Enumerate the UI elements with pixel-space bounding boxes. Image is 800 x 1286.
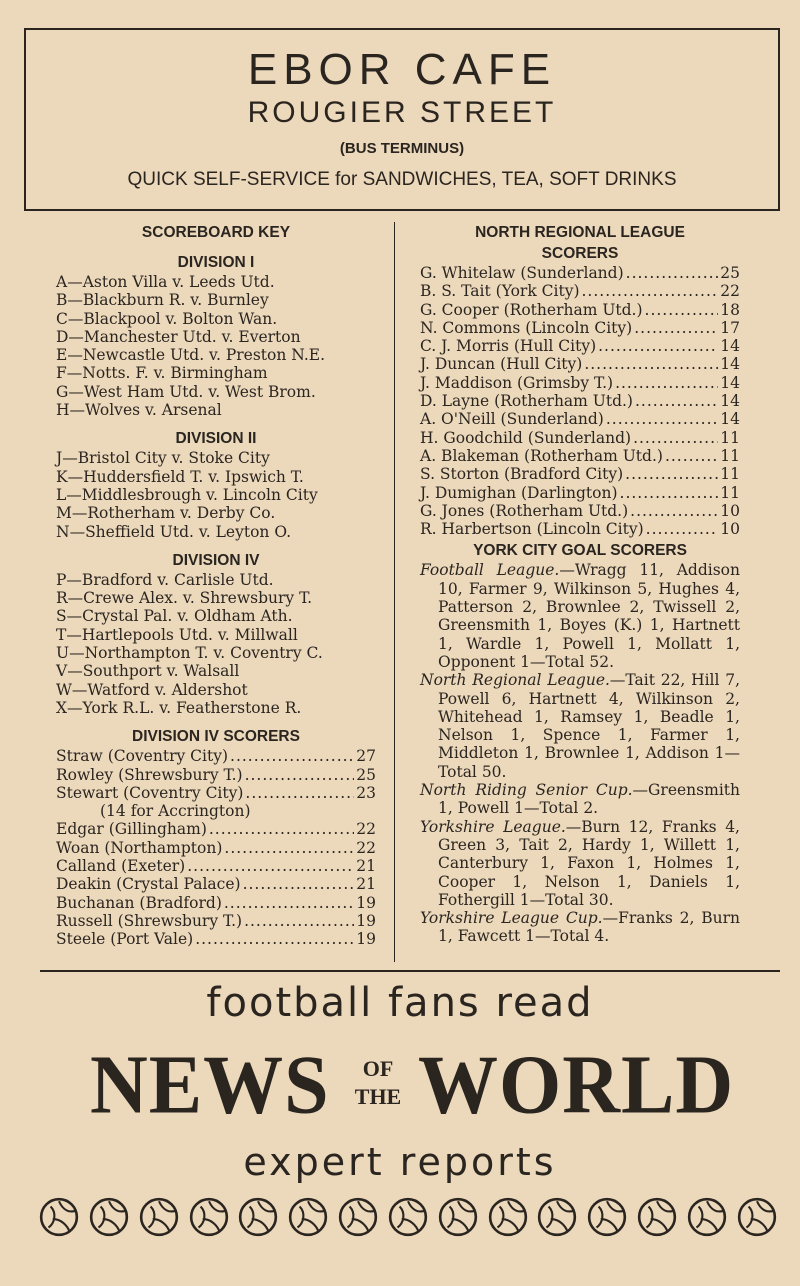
dot-leader [626, 264, 719, 282]
division-4-list [56, 571, 376, 717]
fixture-line: X—York R.L. v. Featherstone R. [56, 698, 302, 717]
football-icon [387, 1196, 429, 1238]
scorer-goals: 14 [720, 392, 740, 411]
dot-leader [646, 520, 719, 538]
scorer-goals: 19 [356, 893, 376, 912]
football-icon [38, 1196, 80, 1238]
nrl-scorers-list [420, 264, 740, 538]
scorer-name: A. Blakeman (Rotherham Utd.) [420, 446, 663, 465]
dot-leader [224, 894, 354, 912]
scorer-name: R. Harbertson (Lincoln City) [420, 520, 644, 539]
football-icon [188, 1196, 230, 1238]
logo-news: NEWS [90, 1038, 330, 1132]
dot-leader [195, 930, 354, 948]
scorer-row [56, 820, 376, 838]
scorer-name: J. Duncan (Hull City) [420, 355, 583, 374]
scorer-name: Straw (Coventry City) [56, 747, 229, 766]
scorer-name: S. Storton (Bradford City) [420, 465, 624, 484]
left-column [56, 222, 376, 949]
dot-leader [245, 784, 354, 802]
dot-leader [665, 447, 718, 465]
scorer-goals: 25 [720, 264, 740, 282]
dot-leader [620, 484, 719, 502]
scorer-name: Buchanan (Bradford) [56, 893, 222, 912]
competition-scorers: —Burn 12, Franks 4, Green 3, Tait 2, Hardy 1, Willett 1, Canterbury 1, Faxon 1, Holmes 1, Cooper 1, Nelson 1, Daniels 1, Fothergill 1—Total 30. [438, 817, 740, 909]
logo-of: OF [362, 1056, 394, 1081]
competition-paragraph [420, 781, 740, 818]
scorer-goals: 10 [720, 520, 740, 539]
scorer-goals: 14 [720, 337, 740, 356]
football-icon [636, 1196, 678, 1238]
cafe-advert-box [24, 28, 780, 211]
cafe-street: ROUGIER STREET [247, 96, 557, 129]
competition-paragraph [420, 909, 740, 946]
dot-leader [245, 766, 355, 784]
scorer-row [420, 447, 740, 465]
scorer-goals: 21 [356, 857, 376, 876]
fixture-line: D—Manchester Utd. v. Everton [56, 327, 301, 346]
dot-leader [582, 282, 719, 300]
scorer-goals: 11 [720, 446, 740, 465]
footer-divider [40, 970, 780, 972]
division-1-heading: DIVISION I [177, 254, 255, 271]
dot-leader [584, 355, 718, 373]
scorer-name: J. Dumighan (Darlington) [420, 483, 618, 502]
competition-scorers: —Tait 22, Hill 7, Powell 6, Hartnett 4, Wilkinson 2, Whitehead 1, Ramsey 1, Beadle 1, Nelson 1, Spence 1, Farmer 1, Middleton 1, Brownlee 1, Addison 1—Total 50. [438, 671, 740, 781]
fixture-line: R—Crewe Alex. v. Shrewsbury T. [56, 589, 313, 608]
football-icon [287, 1196, 329, 1238]
scorer-name: B. S. Tait (York City) [420, 282, 580, 301]
dot-leader [635, 392, 718, 410]
ad-tagline: expert reports [243, 1140, 557, 1184]
scorer-row [420, 484, 740, 502]
scorer-row [420, 410, 740, 428]
scorer-row [420, 520, 740, 538]
fixture-line: G—West Ham Utd. v. West Brom. [56, 382, 316, 401]
scorer-name: G. Jones (Rotherham Utd.) [420, 501, 629, 520]
competition-scorers: —Wragg 11, Addison 10, Farmer 9, Wilkinson 5, Hughes 4, Patterson 2, Brownlee 2, Twissell 2, Greensmith 1, Boyes (K.) 1, Hartnett 1, Wardle 1, Powell 1, Mollatt 1, Opponent 1—Total 52. [438, 561, 740, 671]
nrl-subheading: SCORERS [541, 245, 619, 262]
scorer-name: N. Commons (Lincoln City) [420, 318, 633, 337]
scorer-name: A. O'Neill (Sunderland) [420, 410, 604, 429]
scorer-goals: 14 [720, 410, 740, 429]
football-icon [237, 1196, 279, 1238]
dot-leader [634, 319, 718, 337]
dot-leader [615, 374, 718, 392]
right-column [420, 222, 740, 946]
scorer-goals: 11 [720, 483, 740, 502]
scorer-name: Edgar (Gillingham) [56, 820, 207, 839]
dot-leader [230, 747, 354, 765]
scorer-name: Russell (Shrewsbury T.) [56, 911, 243, 930]
scorer-goals: 17 [720, 318, 740, 337]
scorer-name: Woan (Northampton) [56, 838, 223, 857]
scorer-goals: 27 [356, 747, 376, 766]
scorer-row [56, 930, 376, 948]
york-scorers-heading: YORK CITY GOAL SCORERS [473, 542, 687, 560]
division-1-list [56, 273, 376, 419]
competition-paragraph [420, 818, 740, 909]
scorer-row [420, 465, 740, 483]
cafe-bus-note: (BUS TERMINUS) [339, 140, 465, 157]
scorer-name: Calland (Exeter) [56, 857, 186, 876]
scorer-row [56, 857, 376, 875]
fixture-line: U—Northampton T. v. Coventry C. [56, 644, 323, 663]
fixture-line: J—Bristol City v. Stoke City [56, 449, 270, 468]
scorer-row [56, 747, 376, 765]
scorer-row [420, 264, 740, 282]
scorer-row [420, 429, 740, 447]
scorer-row [56, 875, 376, 893]
scorer-name: J. Maddison (Grimsby T.) [420, 373, 614, 392]
dot-leader [633, 429, 718, 447]
division-2-heading: DIVISION II [175, 430, 257, 448]
scorer-row [420, 502, 740, 520]
scorer-name: G. Cooper (Rotherham Utd.) [420, 300, 643, 319]
dot-leader [606, 410, 718, 428]
dot-leader [209, 820, 354, 838]
football-icon [686, 1196, 728, 1238]
fixture-line: C—Blackpool v. Bolton Wan. [56, 309, 278, 328]
scoreboard-key-heading: SCOREBOARD KEY [141, 224, 291, 241]
scorer-goals: 18 [720, 300, 740, 319]
dot-leader [243, 875, 355, 893]
division-4-scorers-heading: DIVISION IV SCORERS [132, 728, 300, 746]
fixture-line: W—Watford v. Aldershot [56, 680, 248, 699]
football-icon [337, 1196, 379, 1238]
competition-paragraph [420, 561, 740, 671]
scorer-goals: 22 [720, 282, 740, 301]
football-icon [736, 1196, 778, 1238]
scorer-row [56, 839, 376, 857]
news-of-the-world-logo [80, 1038, 735, 1132]
scorer-goals: 23 [356, 783, 376, 802]
competition-name: Yorkshire League. [420, 817, 566, 836]
fixture-line: A—Aston Villa v. Leeds Utd. [56, 273, 275, 291]
ad-headline: football fans read [206, 980, 594, 1026]
column-divider [394, 222, 395, 962]
dot-leader [598, 337, 718, 355]
scorer-row [420, 374, 740, 392]
football-border [38, 1196, 778, 1242]
football-icon [536, 1196, 578, 1238]
scorer-row [420, 355, 740, 373]
scorer-name: H. Goodchild (Sunderland) [420, 428, 632, 447]
football-icon [88, 1196, 130, 1238]
logo-world: WORLD [418, 1038, 735, 1132]
fixture-line: T—Hartlepools Utd. v. Millwall [56, 625, 298, 644]
competition-name: Yorkshire League Cup. [420, 909, 603, 928]
division-4-heading: DIVISION IV [172, 551, 260, 569]
scorer-goals: 22 [356, 820, 376, 839]
cafe-name: EBOR CAFE [247, 45, 557, 94]
scorer-row [56, 912, 376, 930]
scorer-row [420, 319, 740, 337]
scorer-row [56, 766, 376, 784]
nrl-heading: NORTH REGIONAL LEAGUE [475, 224, 685, 241]
division-2-list [56, 449, 376, 540]
scorer-goals: 11 [720, 428, 740, 447]
football-icon [487, 1196, 529, 1238]
fixture-line: P—Bradford v. Carlisle Utd. [56, 570, 274, 589]
fixture-line: S—Crystal Pal. v. Oldham Ath. [56, 607, 293, 626]
scorer-goals: 10 [720, 501, 740, 520]
dot-leader [625, 465, 718, 483]
dot-leader [224, 839, 354, 857]
dot-leader [630, 502, 718, 520]
scorer-goals: 19 [356, 911, 376, 930]
fixture-line: L—Middlesbrough v. Lincoln City [56, 485, 318, 504]
scorer-name: D. Layne (Rotherham Utd.) [420, 392, 633, 411]
fixture-line: F—Notts. F. v. Birmingham [56, 364, 268, 383]
york-scorers-list [420, 561, 740, 945]
scorer-goals: 14 [720, 355, 740, 374]
fixture-line: N—Sheffield Utd. v. Leyton O. [56, 522, 292, 541]
cafe-tagline: QUICK SELF-SERVICE for SANDWICHES, TEA, SOFT DRINKS [127, 169, 677, 190]
scorer-goals: 19 [356, 930, 376, 949]
scorer-goals: 21 [356, 875, 376, 894]
scorer-goals: 11 [720, 465, 740, 484]
competition-scorers: —Franks 2, Burn 1, Fawcett 1—Total 4. [438, 909, 740, 946]
scorer-name: Stewart (Coventry City) [56, 783, 244, 802]
scorer-row [56, 784, 376, 802]
fixture-line: B—Blackburn R. v. Burnley [56, 291, 269, 310]
scorer-row [420, 392, 740, 410]
football-icon [586, 1196, 628, 1238]
scorer-name: C. J. Morris (Hull City) [420, 337, 597, 356]
division-4-scorers-list [56, 747, 376, 948]
scorer-name: Steele (Port Vale) [56, 930, 194, 949]
scorer-row [420, 337, 740, 355]
scorer-goals: 25 [356, 765, 376, 784]
scorer-row [56, 894, 376, 912]
competition-name: Football League. [420, 561, 560, 580]
scorer-name: Deakin (Crystal Palace) [56, 875, 241, 894]
dot-leader [244, 912, 354, 930]
dot-leader [645, 301, 719, 319]
competition-paragraph [420, 671, 740, 781]
scorer-goals: 14 [720, 373, 740, 392]
fixture-line: K—Huddersfield T. v. Ipswich T. [56, 467, 304, 486]
scorer-name: G. Whitelaw (Sunderland) [420, 264, 624, 282]
fixture-line: V—Southport v. Walsall [56, 662, 240, 681]
football-icon [138, 1196, 180, 1238]
dot-leader [187, 857, 354, 875]
competition-scorers: —Greensmith 1, Powell 1—Total 2. [438, 781, 740, 818]
competition-name: North Regional League. [420, 671, 610, 690]
scorer-note: (14 for Accrington) [100, 802, 251, 821]
logo-the: THE [354, 1084, 402, 1109]
fixture-line: H—Wolves v. Arsenal [56, 401, 222, 420]
scorer-goals: 22 [356, 838, 376, 857]
competition-name: North Riding Senior Cup. [420, 781, 633, 800]
scorer-row [420, 301, 740, 319]
fixture-line: M—Rotherham v. Derby Co. [56, 504, 276, 523]
football-icon [437, 1196, 479, 1238]
fixture-line: E—Newcastle Utd. v. Preston N.E. [56, 346, 325, 365]
scorer-name: Rowley (Shrewsbury T.) [56, 765, 243, 784]
scorer-row [420, 282, 740, 300]
